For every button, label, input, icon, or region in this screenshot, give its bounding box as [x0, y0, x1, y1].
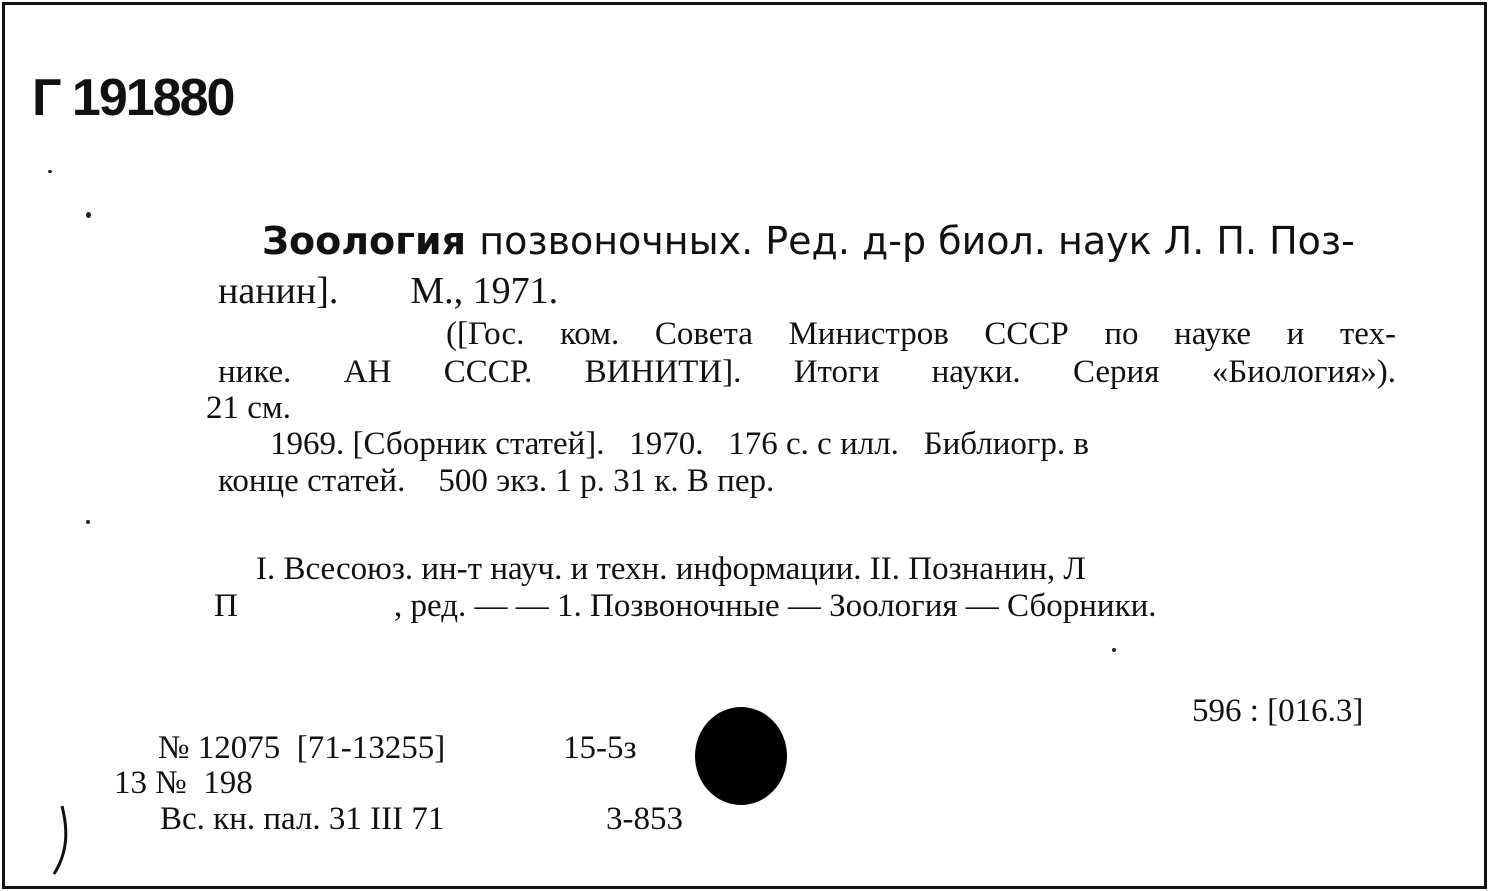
- series-line-1: ([Гос. ком. Совета Министров СССР по науке и тех-: [446, 316, 1396, 352]
- record-line-3: Вс. кн. пал. 31 III 71: [160, 801, 445, 837]
- punch-hole: [695, 707, 787, 805]
- description-line-2: конце статей. 500 экз. 1 р. 31 к. В пер.: [218, 463, 775, 499]
- record-line-3-code: 3-853: [606, 801, 683, 837]
- description-line-1: 1969. [Сборник статей]. 1970. 176 с. с илл. Библиогр. в: [270, 426, 1089, 462]
- title-name-end: нанин].: [218, 270, 339, 312]
- scan-speck: [48, 170, 52, 173]
- scan-speck: [1112, 648, 1116, 652]
- tracing-line-2-rest: , ред. — — 1. Позвоночные — Зоология — Сборники.: [394, 588, 1157, 624]
- title-place-year: М., 1971.: [410, 270, 559, 312]
- scan-speck: [86, 520, 90, 524]
- size-line: 21 см.: [206, 390, 292, 426]
- record-line-2: 13 № 198: [114, 765, 253, 801]
- scan-mark-curve: [40, 800, 80, 880]
- title-line-2: [218, 272, 558, 310]
- title-rest: позвоночных. Ред. д-р биол. наук Л. П. Поз-: [479, 219, 1355, 263]
- title-bold: Зоология: [262, 219, 467, 263]
- udc-number: 596 : [016.3]: [1192, 693, 1364, 729]
- scan-speck: [86, 212, 91, 218]
- record-number: № 12075 [71-13255]: [158, 730, 446, 766]
- tracing-line-2-start: П: [214, 588, 238, 624]
- inventory-number: Г 191880: [32, 69, 234, 127]
- tracing-line-1: I. Всесоюз. ин-т науч. и техн. информации. II. Познанин, Л: [256, 551, 1086, 587]
- title-line-1: [262, 219, 1355, 263]
- series-line-2: нике. АН СССР. ВИНИТИ]. Итоги науки. Серия «Биология»).: [218, 354, 1396, 390]
- record-code: 15-5з: [563, 730, 637, 766]
